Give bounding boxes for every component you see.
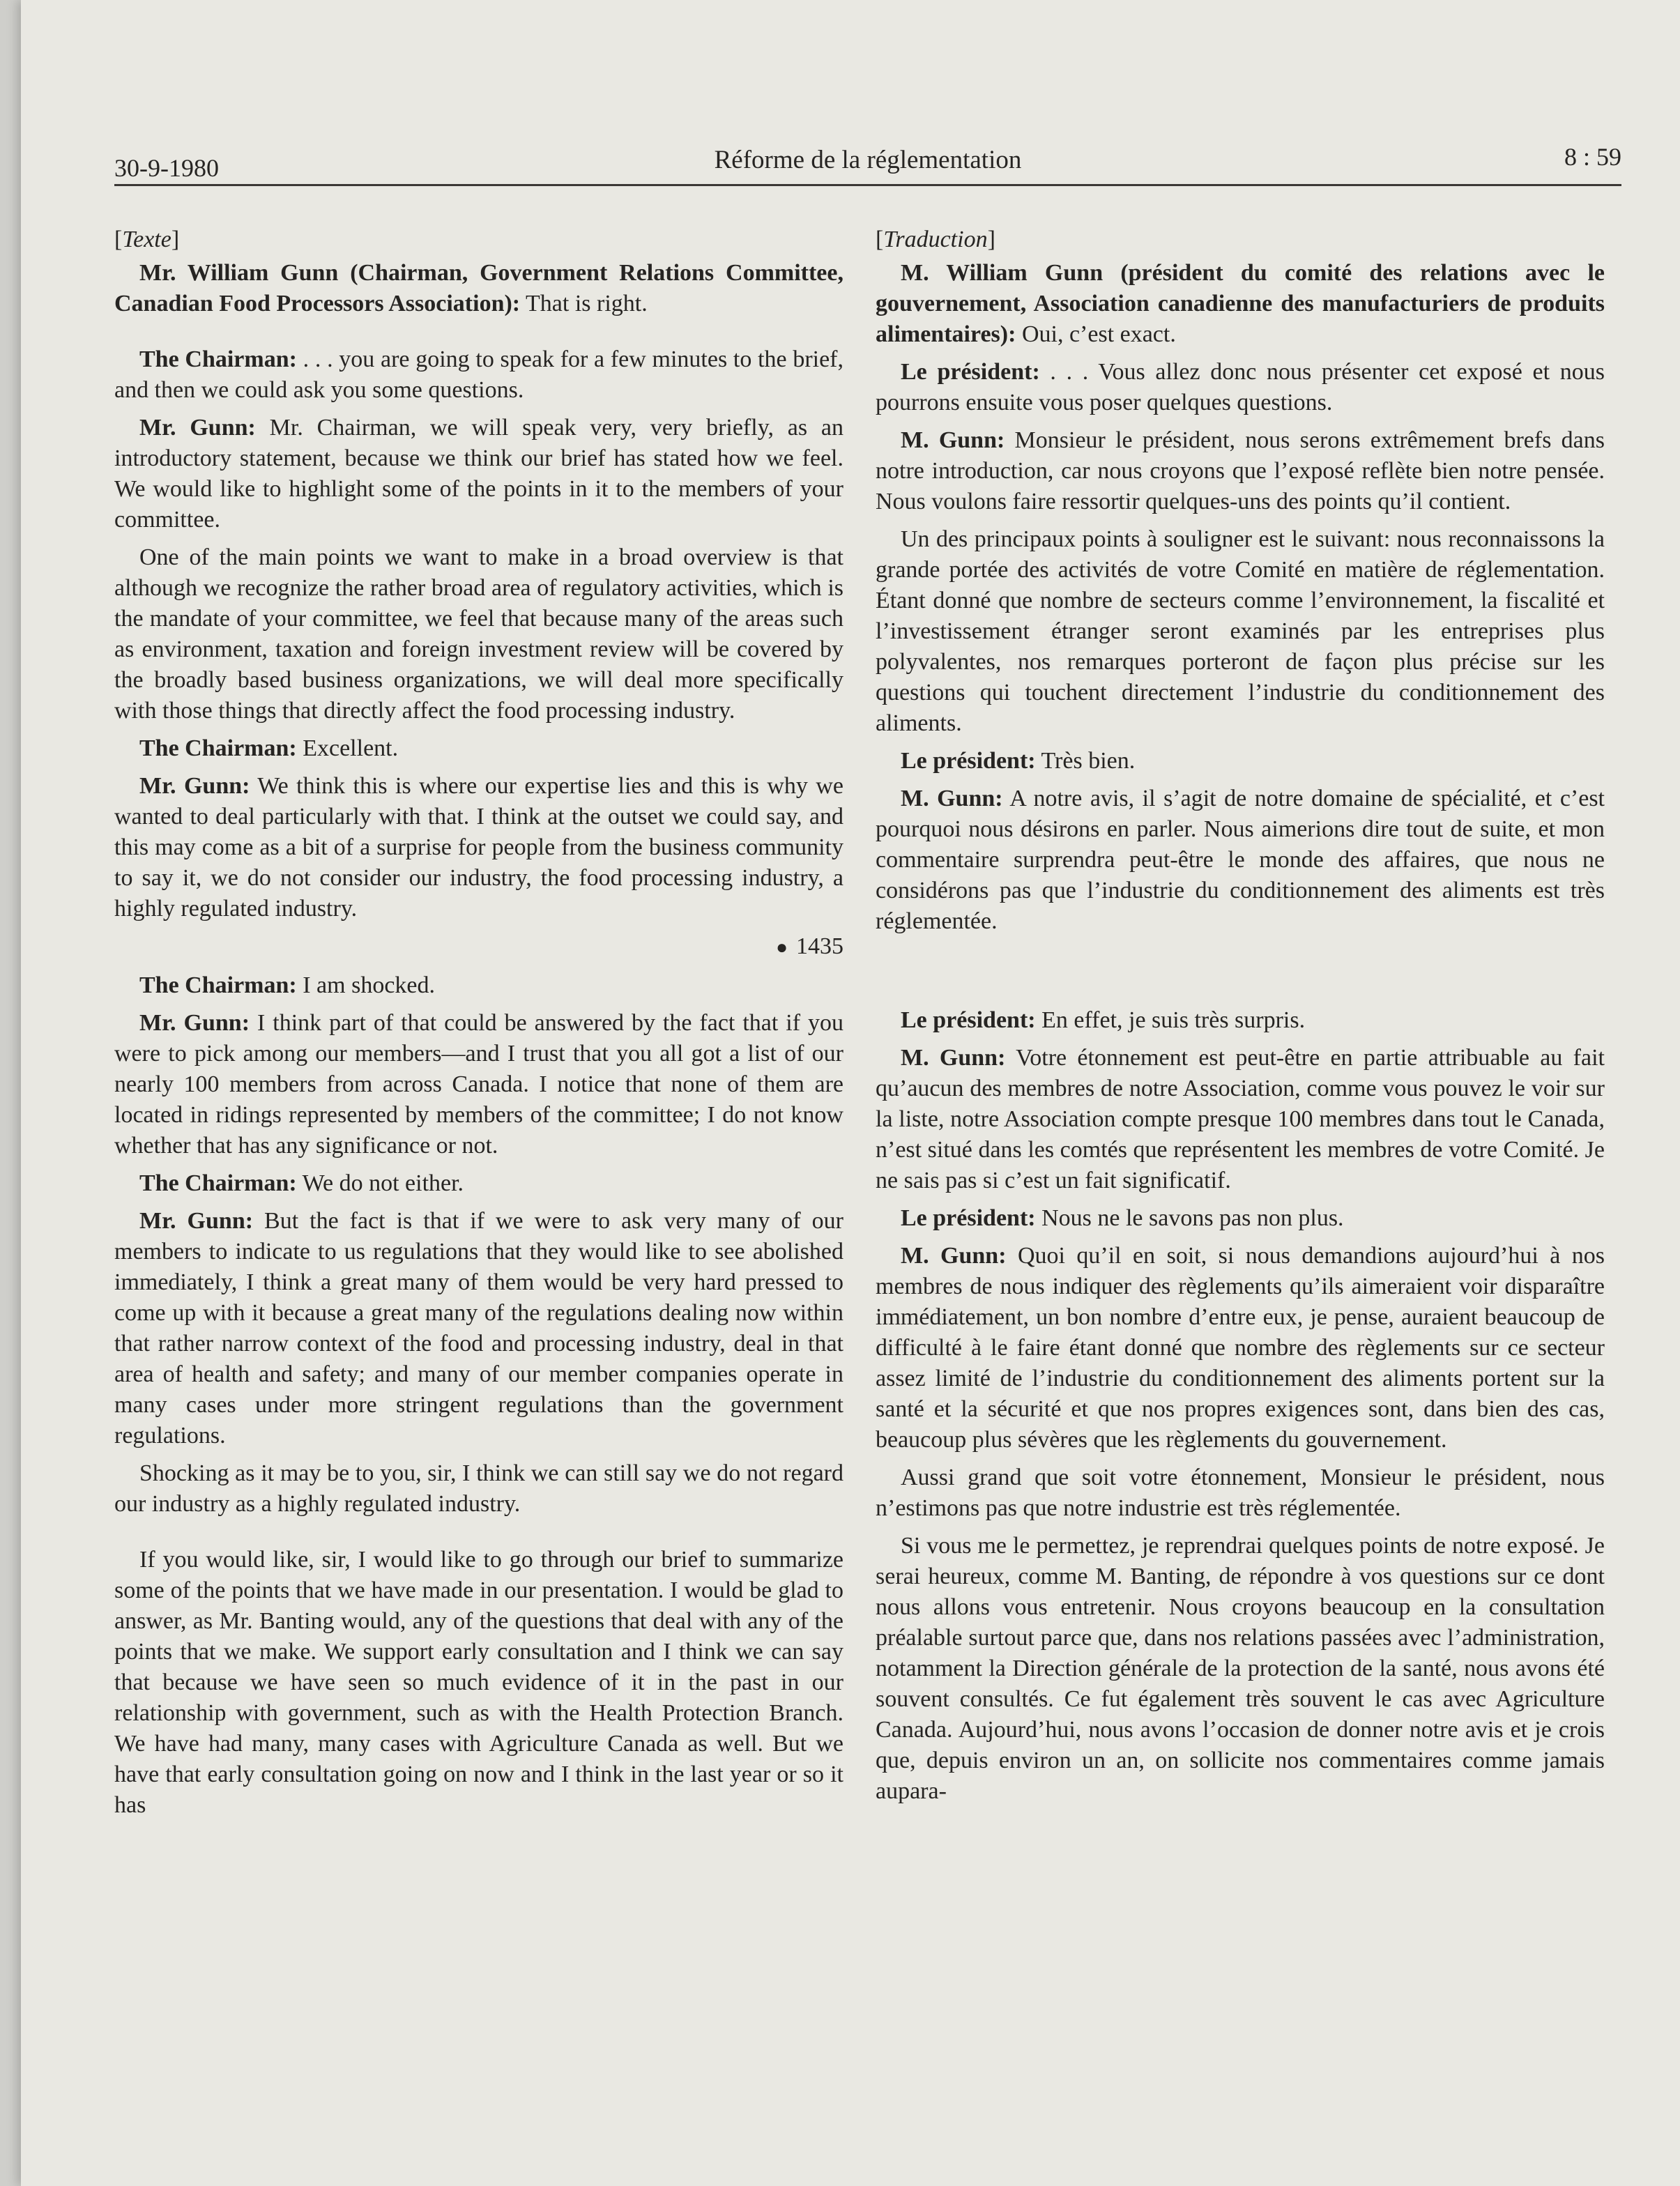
paragraph: M. Gunn: Monsieur le président, nous serons extrêmement brefs dans notre introduction, car nous croyons que l’exposé reflète bien notre pensée. Nous voulons faire ressortir quelques-uns des points qu’il contient.	[876, 427, 1605, 514]
speaker: M. Gunn:	[901, 1045, 1006, 1071]
paragraph: Mr. William Gunn (Chairman, Government Relations Committee, Canadian Food Processors Association): That is right.	[114, 260, 843, 316]
speaker: The Chairman:	[139, 346, 297, 372]
speaker: Mr. Gunn:	[139, 773, 250, 799]
paragraph: The Chairman: I am shocked.	[139, 972, 436, 998]
speaker: The Chairman:	[139, 972, 297, 998]
speaker: Le président:	[901, 748, 1036, 774]
document-page	[21, 0, 1680, 2186]
speaker: M. Gunn:	[901, 786, 1003, 811]
translation-tag: [Traduction]	[876, 227, 995, 252]
paragraph: Si vous me le permettez, je reprendrai quelques points de notre exposé. Je serai heureux, comme M. Banting, de répondre à vos questions sur ce dont nous allons vous entretenir. Nous croyons beaucoup en la consultation préalable surtout parce que, dans nos relations passées avec l’administration, notamment la Direction générale de la protection de la santé, nous avons été souvent consultés. Ce fut également très souvent le cas avec Agriculture Canada. Aujourd’hui, nous avons l’occasion de donner notre avis et je crois que, depuis environ un an, on sollicite nos commentaires comme jamais aupara-	[876, 1533, 1605, 1804]
paragraph: Le président: . . . Vous allez donc nous présenter cet exposé et nous pourrons ensuite vous poser quelques questions.	[876, 359, 1605, 415]
speaker: The Chairman:	[139, 1170, 297, 1196]
speaker: Mr. Gunn:	[139, 1208, 254, 1234]
speaker: Mr. Gunn:	[139, 415, 256, 441]
bullet-icon: ●	[776, 937, 788, 958]
paragraph: The Chairman: . . . you are going to speak for a few minutes to the brief, and then we could ask you some questions.	[114, 346, 843, 403]
header-title: Réforme de la réglementation	[714, 146, 1022, 174]
paragraph: M. Gunn: Quoi qu’il en soit, si nous demandions aujourd’hui à nos membres de nous indiquer des règlements qu’ils aimeraient voir disparaître immédiatement, un bon nombre d’entre eux, je pense, auraient beaucoup de difficulté à le faire étant donné que nombre des règlements sur ce secteur assez limité de l’industrie du conditionnement des aliments portent sur la santé et la sécurité et que nos propres exigences sont, dans bien des cas, beaucoup plus sévères que les règlements du gouvernement.	[876, 1243, 1605, 1453]
speaker: M. Gunn:	[901, 427, 1005, 453]
paragraph: M. William Gunn (président du comité des relations avec le gouvernement, Association canadienne des manufacturiers de produits alimentaires): Oui, c’est exact.	[876, 260, 1605, 347]
text-tag: [Texte]	[114, 227, 180, 252]
paragraph: Le président: En effet, je suis très surpris.	[901, 1007, 1306, 1033]
paragraph: If you would like, sir, I would like to go through our brief to summarize some of the points that we have made in our presentation. I would be glad to answer, as Mr. Banting would, any of the questions that deal with any of the points that we make. We support early consultation and I think we can say that because we have seen so much evidence of it in the past in our relationship with government, such as with the Health Protection Branch. We have had many, many cases with Agriculture Canada as well. But we have that early consultation going on now and I think in the last year or so it has	[114, 1547, 843, 1818]
english-column	[114, 224, 843, 1828]
paragraph: Le président: Très bien.	[901, 748, 1136, 774]
speaker: Mr. Gunn:	[139, 1010, 250, 1036]
paragraph: One of the main points we want to make in a broad overview is that although we recognize the rather broad area of regulatory activities, which is the mandate of your committee, we feel that because many of the areas such as environment, taxation and foreign investment review will be covered by the broadly based business organizations, we will deal more specifically with those things that directly affect the food processing industry.	[114, 544, 843, 724]
paragraph: Mr. Gunn: We think this is where our expertise lies and this is why we wanted to deal particularly with that. I think at the outset we could say, and this may come as a bit of a surprise for people from the business community to say it, we do not consider our industry, the food processing industry, a highly regulated industry.	[114, 773, 843, 922]
paragraph: The Chairman: We do not either.	[139, 1170, 464, 1196]
speaker: M. Gunn:	[901, 1243, 1007, 1269]
paragraph: Mr. Gunn: Mr. Chairman, we will speak very, very briefly, as an introductory statement, because we think our brief has stated how we feel. We would like to highlight some of the points in it to the members of your committee.	[114, 415, 843, 533]
speaker: Le président:	[901, 1205, 1036, 1231]
paragraph: The Chairman: Excellent.	[139, 735, 399, 761]
paragraph: Aussi grand que soit votre étonnement, Monsieur le président, nous n’estimons pas que notre industrie est très réglementée.	[876, 1465, 1605, 1521]
paragraph: Mr. Gunn: I think part of that could be answered by the fact that if you were to pick among our members—and I trust that you all got a list of our nearly 100 members from across Canada. I notice that none of them are located in ridings represented by members of the committee; I do not know whether that has any significance or not.	[114, 1010, 843, 1159]
header-date: 30-9-1980	[114, 154, 219, 182]
paragraph: Mr. Gunn: But the fact is that if we were to ask very many of our members to indicate to us regulations that they would like to see abolished immediately, I think a great many of them would be very hard pressed to come up with it because a great many of the regulations dealing now within that rather narrow context of the food and processing industry, deal in that area of health and safety; and many of our member companies operate in many cases under more stringent regulations than the government regulations.	[114, 1208, 843, 1449]
time-marker: ● 1435	[776, 933, 843, 959]
paragraph: Un des principaux points à souligner est le suivant: nous reconnaissons la grande portée des activités de votre Comité en matière de réglementation. Étant donné que nombre de secteurs comme l’environnement, la fiscalité et l’investissement étranger seront examinés par les entreprises plus polyvalentes, nos remarques porteront de façon plus précise sur les questions qui touchent directement l’industrie du conditionnement des aliments.	[876, 526, 1605, 736]
paragraph: M. Gunn: Votre étonnement est peut-être en partie attribuable au fait qu’aucun des membres de notre Association, comme vous pouvez le voir sur la liste, notre Association compte presque 100 membres dans tout le Canada, n’est situé dans les comtés que représentent les membres de votre Comité. Je ne sais pas si c’est un fait significatif.	[876, 1045, 1605, 1193]
speaker: Mr. William Gunn (Chairman, Government Relations Committee, Canadian Food Processors Association):	[114, 260, 843, 316]
page-header	[114, 139, 1621, 186]
speaker: Le président:	[901, 359, 1040, 385]
paragraph: M. Gunn: A notre avis, il s’agit de notre domaine de spécialité, et c’est pourquoi nous désirons en parler. Nous aimerions dire tout de suite, et mon commentaire surprendra peut-être le monde des affaires, que nous ne considérons pas que l’industrie du conditionnement des aliments est très réglementée.	[876, 786, 1605, 934]
speaker: M. William Gunn (président du comité des relations avec le gouvernement, Association canadienne des manufacturiers de produits alimentaires):	[876, 260, 1605, 347]
header-page-number: 8 : 59	[1564, 143, 1621, 171]
paragraph: Shocking as it may be to you, sir, I think we can still say we do not regard our industry as a highly regulated industry.	[114, 1460, 843, 1517]
speaker: Le président:	[901, 1007, 1036, 1033]
paragraph: Le président: Nous ne le savons pas non plus.	[901, 1205, 1344, 1231]
french-column	[876, 224, 1605, 1814]
speaker: The Chairman:	[139, 735, 297, 761]
